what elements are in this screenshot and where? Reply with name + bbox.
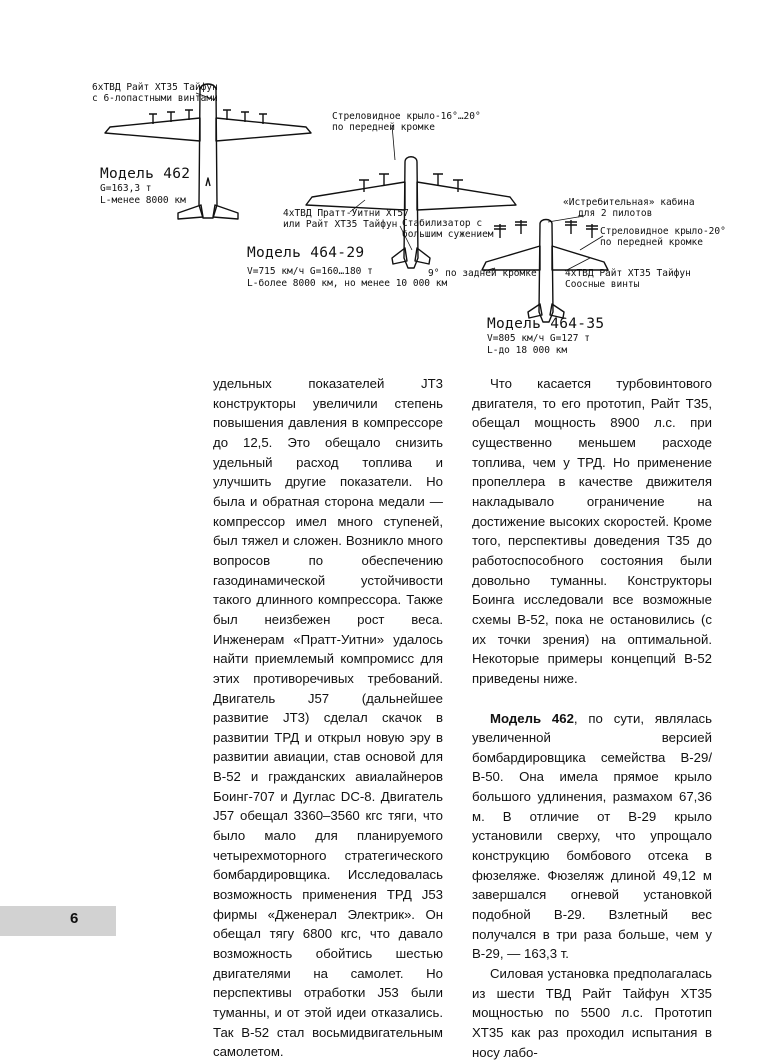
- label-464-35-cabin-2: для 2 пилотов: [578, 208, 653, 219]
- label-462-engines-2: с 6-лопастными винтами: [92, 93, 218, 104]
- left-column: [213, 374, 443, 1062]
- label-464-29-speed-weight: V=715 км/ч G=160…180 т: [247, 266, 373, 277]
- right-paragraph-3: Силовая установка предполагалась из шести ТВД Райт Тайфун ХТ35 мощностью по 5500 л.с. Прототип ХТ35 как раз проходил испытания в носу лабо-: [472, 966, 712, 1060]
- label-464-29-stab-2: большим сужением: [402, 229, 494, 240]
- label-464-35-engines-2: Соосные винты: [565, 279, 640, 290]
- right-column: [472, 374, 712, 1062]
- model-462-heading: Модель 462: [490, 710, 574, 726]
- page-number: 6: [70, 910, 79, 927]
- label-464-35-model: Модель 464-35: [487, 316, 605, 332]
- label-464-35-cabin-1: «Истребительная» кабина: [563, 197, 695, 208]
- label-462-range: L-менее 8000 км: [100, 195, 186, 206]
- label-464-35-range: L-до 18 000 км: [487, 345, 568, 356]
- label-462-model: Модель 462: [100, 166, 191, 182]
- right-paragraph-2: [472, 709, 712, 965]
- label-464-29-engines-1: 4хТВД Пратт-Уитни ХТ57: [283, 208, 409, 219]
- label-464-29-engines-2: или Райт ХТ35 Тайфун: [283, 219, 398, 230]
- right-paragraph-1: Что касается турбовинтового двигателя, то его прототип, Райт Т35, обещал мощность 8900 л.с. при существенно меньшем расходе топлива, чем у ТРД. Но применение пропеллера в качестве движителя накладывало ограничение на достижение высоких скоростей. Кроме того, перспективы доведения Т35 до работоспособного состояния были довольно туманны. Конструкторы Боинга исследовали все возможные схемы В-52, пока не остановились (с их точки зрения) на оптимальной. Некоторые примеры концепций В-52 приведены ниже.: [472, 376, 712, 686]
- label-464-35-wing-1: Стреловидное крыло-20°: [600, 226, 726, 237]
- label-464-35-engines-1: 4хТВД Райт ХТ35 Тайфун: [565, 268, 691, 279]
- label-462-weight: G=163,3 т: [100, 183, 152, 194]
- label-464-29-wing-2: по передней кромке: [332, 122, 435, 133]
- aircraft-drawings: [0, 0, 762, 365]
- label-464-29-stab-1: Стабилизатор с: [402, 218, 483, 229]
- left-paragraph-1: удельных показателей JT3 конструкторы увеличили степень повышения давления в компрессоре до 12,5. Это обещало снизить удельный расход топлива и улучшить другие показатели. Но была и обратная сторона медали — компрессор имел много ступеней, был тяжел и сложен. Возникло много вопросов по обеспечению газодинамической устойчивости такого длинного компрессора. Также был неизбежен рост веса. Инженерам «Пратт-Уитни» удалось найти приемлемый компромисс для этих противоречивых требований. Двигатель J57 (дальнейшее развитие JT3) сделал скачок в развитии ТРД и открыл новую эру в развитии авиации, став основой для В-52 и гражданских авиалайнеров Боинг-707 и Дуглас DC-8. Двигатель J57 обещал 3360–3560 кгс тяги, что было мало для планируемого четырехмоторного стратегического бомбардировщика. Исследовалась возможность применения ТРД J53 фирмы «Дженерал Электрик». Он обещал тягу 6800 кгс, что давало возможность обойтись шестью двигателями на самолет. Но перспективы отработки J53 были туманны, и от этой идеи отказались. Так В-52 стал восьмидвигательным самолетом.: [213, 376, 443, 1060]
- label-464-35-speed-weight: V=805 км/ч G=127 т: [487, 333, 590, 344]
- label-464-29-range: L-более 8000 км, но менее 10 000 км: [247, 278, 448, 289]
- label-464-35-wing-2: по передней кромке: [600, 237, 703, 248]
- right-paragraph-2-body: , по сути, являлась увеличенной версией бомбардировщика семейства В-29/В-50. Она имела прямое крыло большого удлинения, размахом 67,36 м. В отличие от В-29 крыло установили сверху, что упрощало конструкцию бомбового отсека в фюзеляже. Фюзеляж длиной 49,12 м завершался огневой установкой подобной В-29. Взлетный вес получался в три раза больше, чем у В-29, — 163,3 т.: [472, 710, 712, 962]
- page-number-bar: [0, 906, 116, 936]
- label-464-29-model: Модель 464-29: [247, 245, 365, 261]
- label-464-35-trailing: 9° по задней кромке: [428, 268, 537, 279]
- label-464-29-wing-1: Стреловидное крыло-16°…20°: [332, 111, 481, 122]
- label-462-engines-1: 6хТВД Райт ХТ35 Тайфун: [92, 82, 218, 93]
